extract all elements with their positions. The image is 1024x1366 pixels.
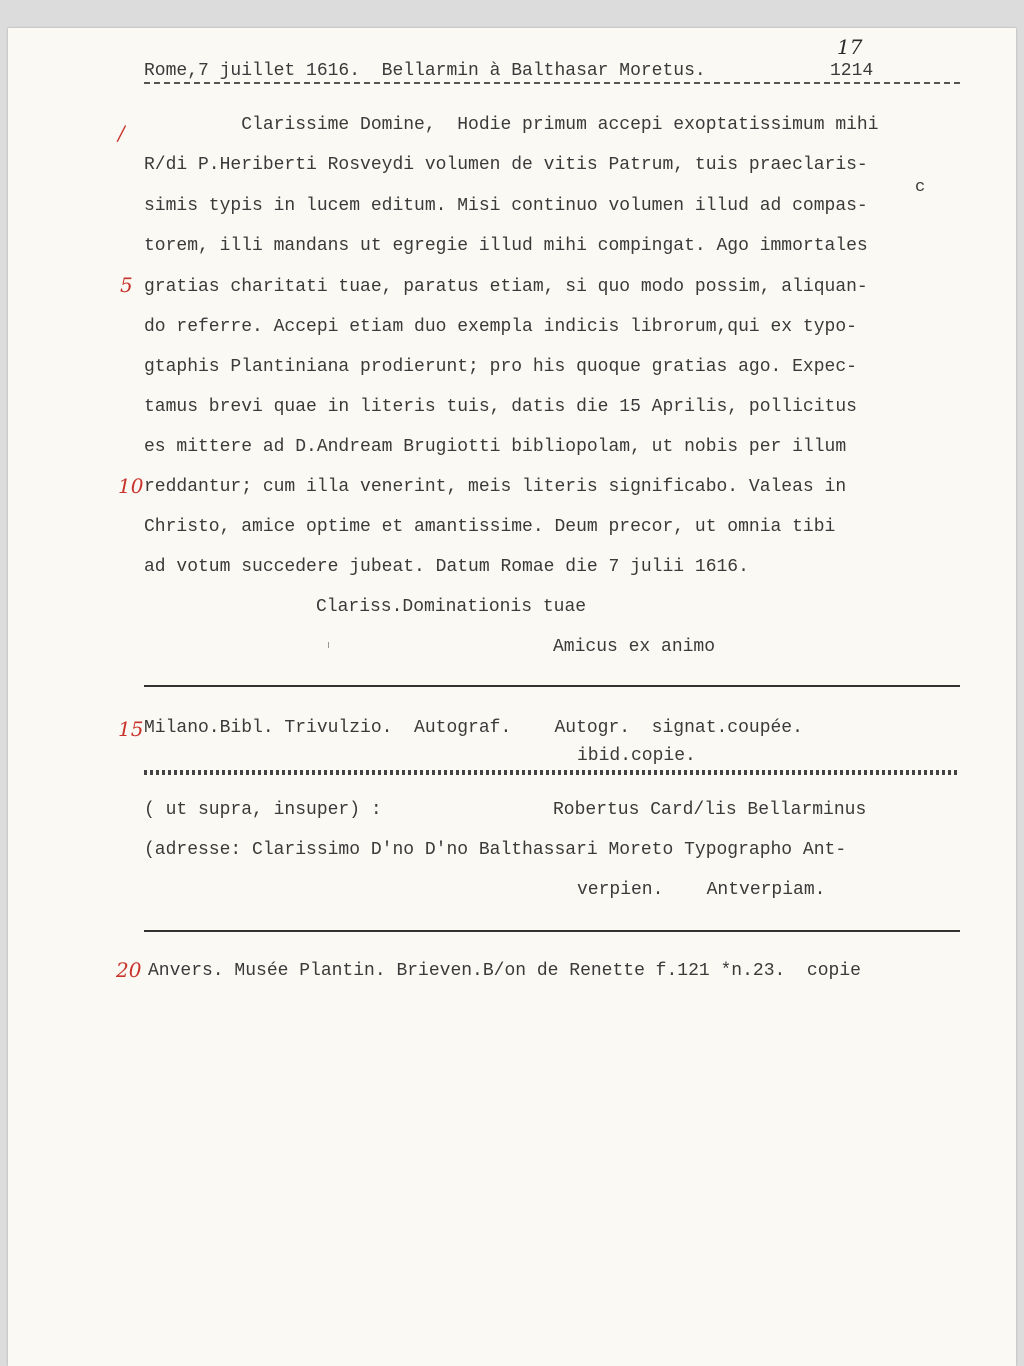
handwritten-page-number: 17 <box>837 35 863 59</box>
letter-line-7: gtaphis Plantiniana prodierunt; pro his quoque gratias ago. Expec- <box>144 357 857 377</box>
source-address-cont: verpien. Antverpiam. <box>577 880 826 900</box>
source-milano: Milano.Bibl. Trivulzio. Autograf. Autogr. signat.coupée. <box>144 718 803 738</box>
source-anvers: Anvers. Musée Plantin. Brieven.B/on de Renette f.121 *n.23. copie <box>148 961 861 981</box>
letter-line-3: simis typis in lucem editum. Misi continuo volumen illud ad compas- <box>144 196 868 216</box>
line-number-10: 10 <box>118 474 144 498</box>
dotted-separator <box>144 770 960 775</box>
source-signature: Robertus Card/lis Bellarminus <box>553 800 867 820</box>
source-milano-copy: ibid.copie. <box>577 746 696 766</box>
line-number-20: 20 <box>116 958 142 982</box>
body-separator <box>144 685 960 687</box>
closing-signature: Amicus ex animo <box>553 637 716 657</box>
letter-header: Rome,7 juillet 1616. Bellarmin à Balthasar Moretus. <box>144 61 706 81</box>
letter-line-6: do referre. Accepi etiam duo exempla indicis librorum,qui ex typo- <box>144 317 857 337</box>
line-number-1: / <box>118 121 125 145</box>
closing-salutation: Clariss.Dominationis tuae <box>316 597 587 617</box>
header-rule <box>144 82 960 84</box>
sources-separator <box>144 930 960 932</box>
source-address: (adresse: Clarissimo D'no D'no Balthassari Moreto Typographo Ant- <box>144 840 847 860</box>
letter-line-5: gratias charitati tuae, paratus etiam, si quo modo possim, aliquan- <box>144 277 868 297</box>
letter-number: 1214 <box>830 61 874 81</box>
line-number-15: 15 <box>118 717 144 741</box>
letter-line-11: Christo, amice optime et amantissime. Deum precor, ut omnia tibi <box>144 517 836 537</box>
letter-line-1: Clarissime Domine, Hodie primum accepi exoptatissimum mihi <box>144 115 879 135</box>
letter-line-4: torem, illi mandans ut egregie illud mihi compingat. Ago immortales <box>144 236 868 256</box>
letter-line-10: reddantur; cum illa venerint, meis literis significabo. Valeas in <box>144 477 847 497</box>
letter-line-12: ad votum succedere jubeat. Datum Romae die 7 julii 1616. <box>144 557 749 577</box>
document-page <box>8 28 1016 1366</box>
letter-line-8: tamus brevi quae in literis tuis, datis die 15 Aprilis, pollicitus <box>144 397 857 417</box>
superscript-correction: c <box>915 178 926 197</box>
letter-line-2: R/di P.Heriberti Rosveydi volumen de vitis Patrum, tuis praeclaris- <box>144 155 868 175</box>
line-number-5: 5 <box>120 273 133 297</box>
letter-line-9: es mittere ad D.Andream Brugiotti bibliopolam, ut nobis per illum <box>144 437 847 457</box>
source-supra: ( ut supra, insuper) : <box>144 800 382 820</box>
stray-mark <box>328 642 329 648</box>
